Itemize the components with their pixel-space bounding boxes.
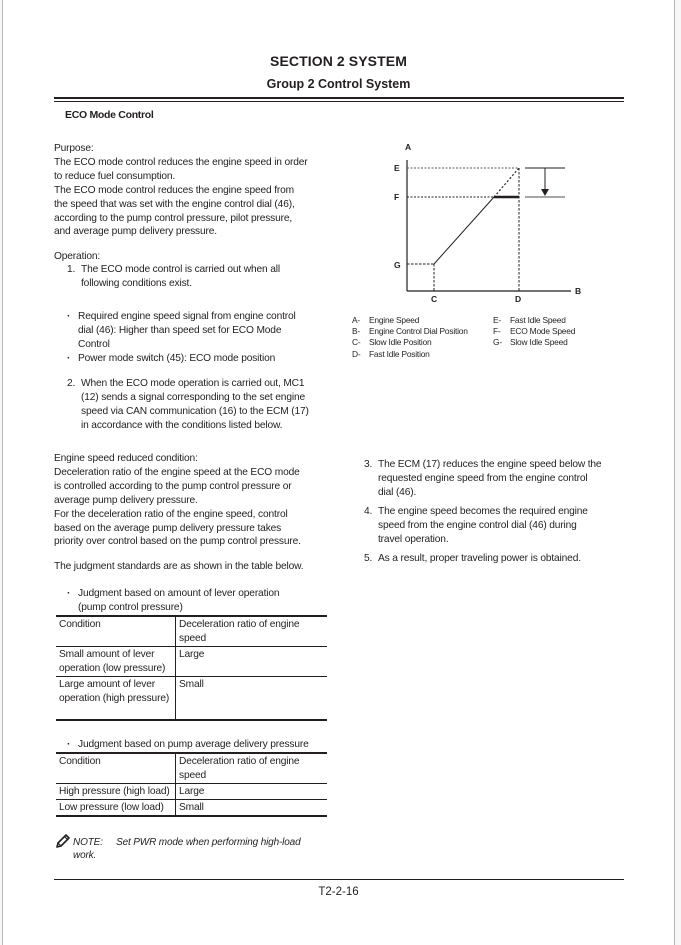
caption-line: (pump control pressure) (78, 601, 183, 613)
operation-step-2 (67, 377, 352, 437)
table1-caption (65, 587, 335, 615)
legend-key: F- (493, 326, 501, 337)
table-cell: Low pressure (low load) (56, 799, 176, 815)
step-line: The ECO mode control is carried out when all (81, 264, 280, 275)
step-line: in accordance with the conditions listed below. (81, 419, 283, 431)
paragraph-line: Deceleration ratio of the engine speed at the ECO mode (54, 466, 300, 478)
step-line: speed via CAN communication (16) to the ECM (17) (81, 405, 309, 417)
condition-item (65, 352, 335, 366)
operation-heading: Operation: (54, 251, 101, 262)
step-line: As a result, proper traveling power is obtained. (378, 553, 581, 564)
step-line: following conditions exist. (81, 277, 192, 289)
legend-item (352, 337, 492, 348)
step-line: travel operation. (378, 533, 449, 545)
axis-label-g: G (394, 260, 401, 270)
legend-text: Fast Idle Position (369, 348, 430, 359)
paragraph-line: priority over control based on the pump control pressure. (54, 536, 301, 548)
condition-item (65, 310, 335, 352)
section-title: SECTION 2 SYSTEM (270, 53, 407, 69)
paragraph-line: average pump delivery pressure. (54, 494, 198, 506)
delivery-pressure-table (56, 752, 327, 817)
condition-line: dial (46): Higher than speed set for ECO Mode (78, 324, 282, 336)
header-rule-thick (54, 97, 624, 99)
table-cell: Small (179, 801, 204, 813)
condition-line: Control (78, 338, 110, 350)
legend-item (352, 315, 492, 326)
axis-label-f: F (394, 192, 400, 202)
note-text: Set PWR mode when performing high-load (116, 837, 301, 848)
legend-text: Slow Idle Speed (510, 337, 568, 348)
table-header-row (56, 616, 327, 646)
legend-item (352, 349, 492, 360)
legend-text: Fast Idle Speed (510, 315, 566, 325)
axis-label-b: B (575, 286, 582, 296)
operation-step-3 (364, 458, 624, 503)
condition-line: · Power mode switch (45): ECO mode position (78, 352, 276, 364)
legend-text: ECO Mode Speed (510, 326, 576, 337)
step-number: 5. (364, 553, 373, 564)
legend-key: B- (352, 326, 360, 337)
header-cell: Deceleration ratio of engine speed (179, 619, 300, 644)
reduced-condition-block (54, 452, 354, 549)
normal-speed-curve (494, 168, 519, 197)
table-cell: Large (179, 648, 205, 660)
legend-item (493, 326, 613, 337)
down-arrow-icon (541, 189, 549, 196)
purpose-line: The ECO mode control reduces the engine speed from (54, 184, 294, 196)
table-cell: Small amount of lever operation (low pressure) (56, 646, 176, 676)
step-line: requested engine speed from the engine control (378, 472, 588, 484)
operation-step-1 (67, 263, 347, 293)
diagram-legend-left (352, 315, 492, 360)
table-cell: Large (179, 785, 205, 797)
legend-text: Engine Control Dial Position (369, 326, 468, 337)
lever-operation-table (56, 615, 327, 721)
legend-key: E- (493, 315, 501, 325)
table-intro: The judgment standards are as shown in the table below. (54, 561, 304, 572)
header-cell: Deceleration ratio of engine speed (179, 756, 300, 781)
topic-heading: ECO Mode Control (65, 109, 154, 121)
purpose-line: The ECO mode control reduces the engine speed in order (54, 156, 308, 168)
step-line: dial (46). (378, 486, 417, 498)
step-number: 4. (364, 506, 373, 517)
legend-item (493, 315, 613, 326)
purpose-line: and average pump delivery pressure. (54, 226, 217, 238)
step-number: 2. (67, 378, 76, 389)
legend-text: Engine Speed (369, 315, 420, 325)
step-number: 1. (67, 264, 76, 275)
paragraph-line: For the deceleration ratio of the engine speed, control (54, 508, 288, 520)
step-line: speed from the engine control dial (46) during (378, 519, 577, 531)
pencil-icon (55, 834, 71, 849)
table-cell: Large amount of lever operation (high pressure) (56, 676, 176, 720)
legend-item (493, 337, 613, 348)
speed-curve (434, 197, 494, 264)
page-number: T2-2-16 (318, 886, 359, 898)
axis-label-e: E (394, 163, 400, 173)
table-cell: High pressure (high load) (56, 783, 176, 799)
operation-step-4 (364, 505, 624, 550)
table-cell: Small (179, 678, 204, 690)
axis-label-c: C (431, 294, 438, 304)
condition-line: · Required engine speed signal from engine control (78, 311, 296, 322)
document-page (2, 0, 675, 945)
axis-label-a: A (405, 142, 412, 152)
purpose-heading: Purpose: (54, 143, 94, 154)
header-rule-thin (54, 101, 624, 102)
step-number: 3. (364, 459, 373, 470)
table-header-row (56, 753, 327, 783)
eco-mode-diagram (383, 138, 603, 308)
table-row (56, 646, 327, 676)
reduced-condition-heading: Engine speed reduced condition: (54, 453, 198, 464)
legend-text: Slow Idle Position (369, 337, 432, 348)
header-cell: Condition (56, 616, 176, 646)
table-row (56, 799, 327, 815)
group-title: Group 2 Control System (266, 77, 411, 91)
note-text: work. (73, 850, 97, 861)
caption-line: · Judgment based on pump average delivery pressure (65, 738, 335, 752)
caption-line: · Judgment based on amount of lever operation (78, 588, 280, 599)
paragraph-line: is controlled according to the pump control pressure or (54, 480, 292, 492)
note-label: NOTE: (73, 837, 103, 848)
purpose-block (54, 142, 344, 239)
diagram-legend-right (493, 315, 613, 349)
header-cell: Condition (56, 753, 176, 783)
table-row (56, 676, 327, 720)
step-line: (12) sends a signal corresponding to the set engine (81, 391, 305, 403)
legend-item (352, 326, 492, 337)
step-line: When the ECO mode operation is carried out, MC1 (81, 378, 305, 389)
paragraph-line: based on the average pump delivery pressure takes (54, 522, 282, 534)
operation-step-5 (364, 552, 624, 567)
purpose-line: to reduce fuel consumption. (54, 170, 176, 182)
table-row (56, 783, 327, 799)
purpose-line: according to the pump control pressure, pilot pressure, (54, 212, 293, 224)
legend-key: A- (352, 315, 360, 325)
footer-rule (54, 879, 624, 880)
axis-label-d: D (515, 294, 522, 304)
legend-key: G- (493, 337, 502, 348)
table2-caption (65, 738, 335, 752)
conditions-list (65, 310, 335, 366)
step-line: The engine speed becomes the required engine (378, 506, 588, 517)
legend-key: D- (352, 348, 361, 359)
step-line: The ECM (17) reduces the engine speed below the (378, 459, 602, 470)
purpose-line: the speed that was set with the engine control dial (46), (54, 198, 295, 210)
legend-key: C- (352, 337, 361, 348)
